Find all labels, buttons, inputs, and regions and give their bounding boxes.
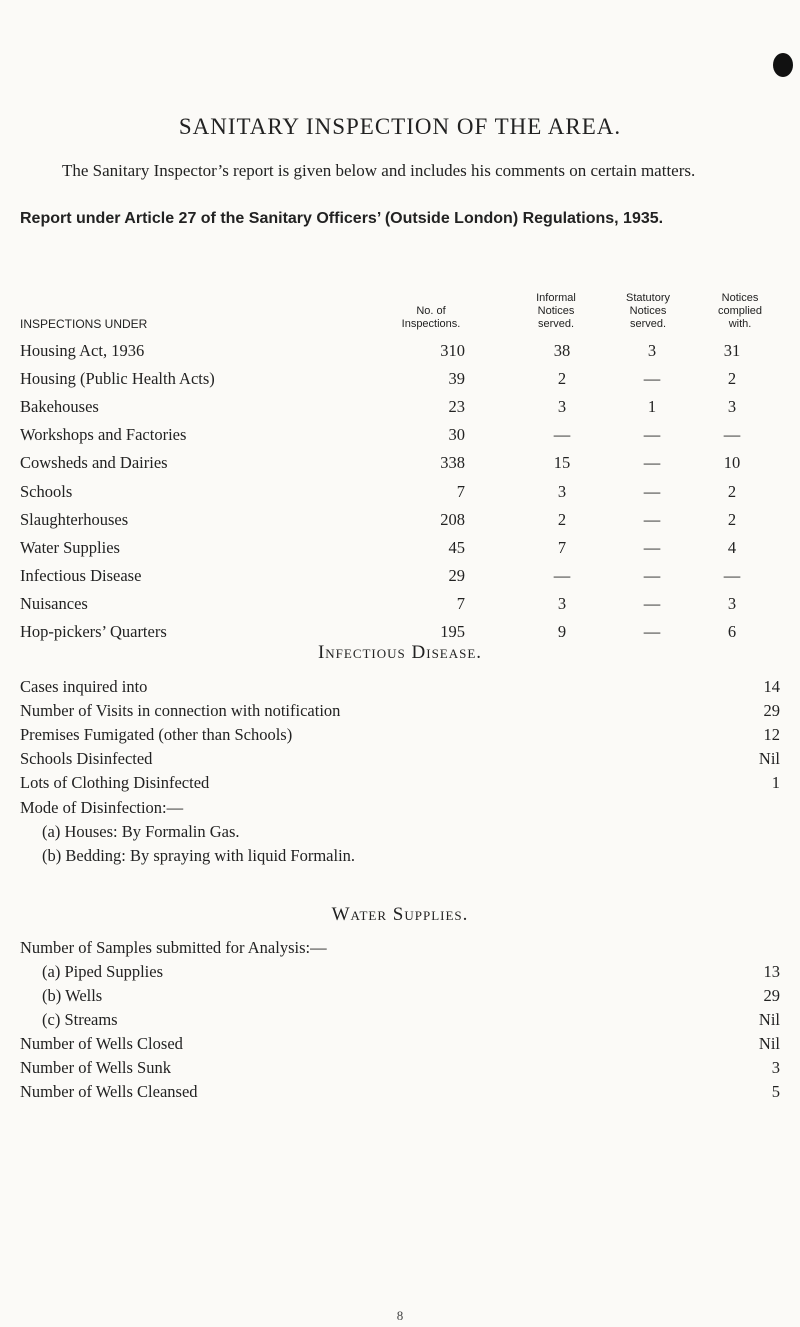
- cell-statutory: —: [643, 509, 661, 529]
- table-row: [20, 453, 780, 477]
- header-complied: Notices complied with.: [717, 292, 763, 330]
- cell-inspections: 7: [456, 593, 465, 613]
- cell-complied: 2: [727, 481, 737, 501]
- cell-informal: 7: [557, 537, 567, 557]
- cell-inspections: 195: [440, 622, 465, 641]
- row-label: Housing (Public Health Acts): [20, 369, 215, 389]
- cell-complied: —: [723, 425, 741, 445]
- cell-informal: 9: [557, 622, 567, 641]
- cell-informal: 3: [557, 593, 567, 613]
- table-row: [20, 482, 780, 506]
- cell-complied: 2: [727, 509, 737, 529]
- header-category: INSPECTIONS UNDER: [20, 317, 148, 331]
- water-item: (c) Streams Nil: [42, 1010, 780, 1029]
- cell-complied: 31: [723, 341, 741, 360]
- cell-statutory: —: [643, 453, 661, 473]
- cell-statutory: —: [643, 369, 661, 389]
- mode-heading: Mode of Disinfection:—: [20, 798, 184, 817]
- row-label: Hop-pickers’ Quarters: [20, 622, 167, 641]
- cell-inspections: 45: [448, 537, 465, 557]
- infectious-item: Premises Fumigated (other than Schools) 12: [20, 725, 780, 744]
- cell-complied: —: [723, 565, 741, 585]
- cell-inspections: 338: [440, 453, 465, 473]
- mode-bedding: (b) Bedding: By spraying with liquid Formalin.: [42, 846, 356, 865]
- infectious-item: Schools Disinfected Nil: [20, 749, 780, 768]
- water-item: (b) Wells 29: [42, 986, 780, 1005]
- cell-complied: 6: [727, 622, 737, 641]
- cell-inspections: 310: [440, 341, 465, 360]
- cell-complied: 10: [723, 453, 741, 473]
- table-row: [20, 397, 780, 421]
- row-label: Workshops and Factories: [20, 425, 187, 445]
- table-row: [20, 594, 780, 618]
- cell-informal: 15: [553, 453, 571, 473]
- cell-complied: 3: [727, 397, 737, 417]
- infectious-heading: Infectious Disease.: [317, 642, 483, 663]
- infectious-item: Number of Visits in connection with notification 29: [20, 701, 780, 720]
- cell-inspections: 7: [456, 481, 465, 501]
- water-item: Number of Wells Closed Nil: [20, 1034, 780, 1053]
- cell-informal: 38: [553, 341, 571, 360]
- cell-inspections: 23: [448, 397, 465, 417]
- cell-statutory: —: [643, 537, 661, 557]
- cell-statutory: 1: [647, 397, 657, 417]
- row-label: Infectious Disease: [20, 565, 142, 585]
- cell-statutory: —: [643, 425, 661, 445]
- row-label: Housing Act, 1936: [20, 341, 145, 360]
- row-label: Bakehouses: [20, 397, 99, 417]
- samples-heading: Number of Samples submitted for Analysis:—: [20, 938, 327, 957]
- water-item: Number of Wells Sunk 3: [20, 1058, 780, 1077]
- infectious-item: Cases inquired into 14: [20, 677, 780, 696]
- cell-complied: 2: [727, 369, 737, 389]
- cell-informal: 2: [557, 369, 567, 389]
- cell-inspections: 208: [440, 509, 465, 529]
- ink-blot: [773, 53, 793, 77]
- mode-houses: (a) Houses: By Formalin Gas.: [42, 822, 240, 841]
- infectious-item: Lots of Clothing Disinfected 1: [20, 773, 780, 792]
- cell-informal: 3: [557, 481, 567, 501]
- water-heading: Water Supplies.: [331, 904, 469, 925]
- table-row: [20, 425, 780, 449]
- cell-statutory: —: [643, 565, 661, 585]
- table-row: [20, 341, 780, 365]
- water-item: (a) Piped Supplies 13: [42, 962, 780, 981]
- row-label: Schools: [20, 481, 73, 501]
- cell-informal: 3: [557, 397, 567, 417]
- water-item: Number of Wells Cleansed 5: [20, 1082, 780, 1101]
- cell-inspections: 39: [448, 369, 465, 389]
- table-row: [20, 566, 780, 590]
- row-label: Slaughterhouses: [20, 509, 129, 529]
- row-label: Water Supplies: [20, 537, 120, 557]
- page-title: SANITARY INSPECTION OF THE AREA.: [178, 114, 622, 139]
- cell-complied: 4: [727, 537, 737, 557]
- header-statutory: Statutory Notices served.: [625, 292, 671, 330]
- report-heading: Report under Article 27 of the Sanitary Officers’ (Outside London) Regulations, 1935.: [20, 210, 664, 227]
- table-row: [20, 538, 780, 562]
- row-label: Cowsheds and Dairies: [20, 453, 168, 473]
- row-label: Nuisances: [20, 593, 88, 613]
- cell-informal: —: [553, 425, 571, 445]
- cell-complied: 3: [727, 593, 737, 613]
- table-row: [20, 369, 780, 393]
- cell-inspections: 30: [448, 425, 465, 445]
- header-inspections: No. of Inspections.: [401, 305, 461, 330]
- cell-statutory: —: [643, 593, 661, 613]
- cell-informal: 2: [557, 509, 567, 529]
- table-row: [20, 510, 780, 534]
- header-informal: Informal Notices served.: [536, 292, 576, 330]
- cell-statutory: 3: [647, 341, 657, 360]
- page-number: 8: [396, 1308, 404, 1323]
- intro-paragraph: The Sanitary Inspector’s report is given below and includes his comments on certain matters.: [62, 161, 696, 180]
- cell-statutory: —: [643, 622, 661, 641]
- cell-inspections: 29: [448, 565, 465, 585]
- cell-statutory: —: [643, 481, 661, 501]
- cell-informal: —: [553, 565, 571, 585]
